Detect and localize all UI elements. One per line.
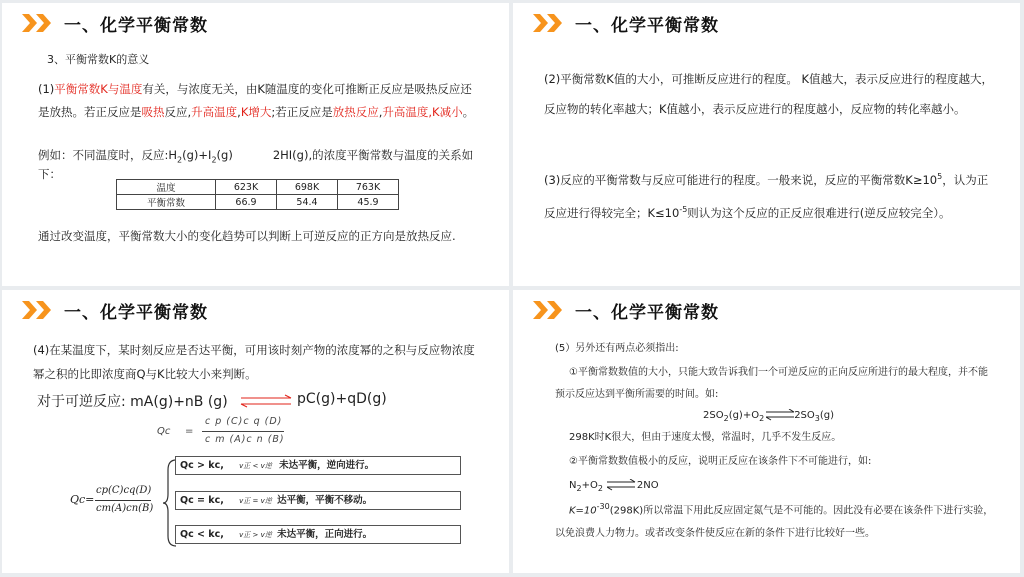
section-title: 一、化学平衡常数	[64, 15, 208, 36]
slide-panel-2	[513, 3, 1020, 286]
qc-label: Qc	[157, 426, 171, 437]
sub-heading: 3、平衡常数K的意义	[47, 53, 150, 66]
example-text: 例如：不同温度时，反应$:H_2(g)+I_2(g)$ 2HI(g),的浓度平衡常数与温度的关系如下：	[38, 148, 474, 182]
paragraph-1: (1)平衡常数K与温度有关，与浓度无关，由K随温度的变化可推断正反应是吸热反应还是放热。若正反应是吸热反应,升高温度,K增大;若正反应是放热反应,升高温度,K减小。	[38, 82, 475, 119]
equilibrium-arrow-icon	[766, 409, 796, 421]
reaction-products: pC(g)+qD(g)	[297, 391, 387, 407]
double-chevron-icon	[22, 14, 54, 32]
slide-header	[22, 298, 208, 322]
condition-box-1: Qc > kc, v正 < v逆 未达平衡，逆向进行。	[175, 456, 461, 475]
paragraph-4: (4)在某温度下，某时刻反应是否达平衡，可用该时刻产物的浓度幂的之积与反应物浓度幂之积的比即浓度商Q与K比较大小来判断。	[33, 343, 475, 381]
condition-box-2: Qc = kc, v正 = v逆 达平衡，平衡不移动。	[175, 491, 461, 510]
temperature-table	[116, 179, 399, 210]
slide-panel-4	[513, 290, 1020, 573]
reaction-equation: 对于可逆反应: mA(g)+nB (g)	[37, 394, 228, 410]
qc-numerator: c p (C)c q (D)	[205, 416, 283, 427]
section-title: 一、化学平衡常数	[575, 302, 719, 323]
equation-1: $2SO_2(g)+O_2$ $2SO_3(g)$	[703, 410, 835, 423]
fraction-line	[95, 500, 151, 501]
qc-equals: =	[185, 426, 194, 437]
slide-header	[533, 298, 719, 322]
section-title: 一、化学平衡常数	[64, 302, 208, 323]
equilibrium-arrow-icon	[239, 394, 295, 408]
qc-denominator: c m (A)c n (B)	[205, 434, 285, 445]
item-2: ②平衡常数数值极小的反应，说明正反应在该条件下不可能进行，如:	[569, 456, 872, 467]
equation-2: $N_2+O_2$ 2NO	[569, 480, 659, 493]
table-row: 温度 623K 698K 763K	[117, 180, 399, 195]
double-chevron-icon	[22, 301, 54, 319]
condition-box-3: Qc < kc, v正 > v逆 未达平衡，正向进行。	[175, 525, 461, 544]
slide-header	[533, 11, 719, 35]
equilibrium-arrow-icon	[607, 479, 637, 491]
paragraph-3: (3)反应的平衡常数与反应可能进行的程度。一般来说，反应的平衡常数$K\ge 10^5$，认为正反应进行得较完全；$K\le 10^{-5}$则认为这个反应的正反应很难进行(逆反应较完全）。	[544, 172, 989, 220]
fraction-line	[202, 431, 284, 432]
table-row: 平衡常数 66.9 54.4 45.9	[117, 195, 399, 210]
big-qc-numerator: cp(C)cq(D)	[96, 485, 152, 496]
line-298k: 298K时K很大，但由于速度太慢，常温时，几乎不发生反应。	[569, 432, 842, 443]
item-1: ①平衡常数数值的大小，只能大致告诉我们一个可逆反应的正向反应所进行的最大程度，并不能预示反应达到平衡所需要的时间。如:	[555, 367, 988, 400]
section-title: 一、化学平衡常数	[575, 15, 719, 36]
slide-panel-3	[2, 290, 509, 573]
double-chevron-icon	[533, 14, 565, 32]
slide-header	[22, 11, 208, 35]
p4-heading: (5）另外还有两点必须指出:	[555, 343, 679, 354]
double-chevron-icon	[533, 301, 565, 319]
k-conclusion: $K=10^{-30}(298K)$所以常温下用此反应固定氮气是不可能的。因此没有必要在该条件下进行实验，以免浪费人力物力。或者改变条件使反应在新的条件下进行比较好一些。	[555, 502, 994, 540]
slide-panel-1	[2, 3, 509, 286]
big-qc-denominator: cm(A)cn(B)	[96, 503, 154, 514]
big-qc-label: Qc=	[70, 493, 95, 506]
conclusion-text: 通过改变温度，平衡常数大小的变化趋势可以判断上可逆反应的正方向是放热反应.	[38, 229, 456, 243]
paragraph-2: (2)平衡常数K值的大小，可推断反应进行的程度。 K值越大，表示反应进行的程度越大，反应物的转化率越大；K值越小，表示反应进行的程度越小，反应物的转化率越小。	[544, 72, 994, 116]
